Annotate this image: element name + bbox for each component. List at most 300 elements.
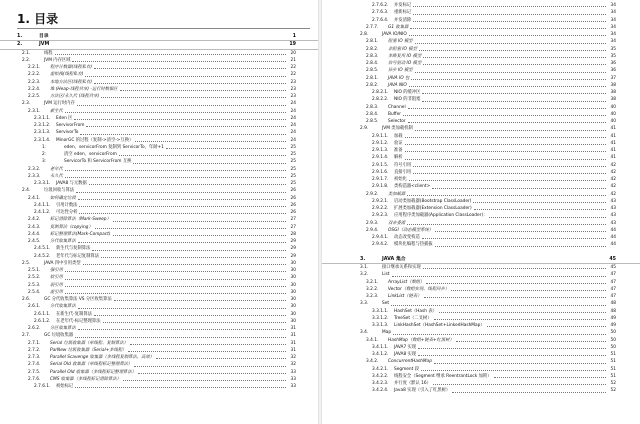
page-number: 24 [290, 137, 296, 143]
entry-title: 线程安全（Segment 继承 ReentrantLock 加锁） [394, 373, 492, 379]
entry-number: 2.9.4.1. [372, 235, 389, 240]
toc-entry[interactable] [0, 187, 320, 194]
entry-number: 2.4.5.2. [34, 253, 51, 259]
page-number: 51 [610, 373, 616, 379]
entry-title: ParNew 垃圾收集器（Serial+多线程） [50, 347, 127, 353]
toc-entry[interactable] [320, 241, 640, 248]
entry-title: 初始化 [394, 177, 407, 182]
toc-entry[interactable] [0, 296, 320, 303]
page-number: 34 [610, 24, 616, 30]
toc-entry[interactable] [0, 209, 320, 216]
toc-entry[interactable] [320, 387, 640, 394]
entry-number: 2.3.1.2. [34, 123, 51, 128]
page-number: 25 [290, 159, 296, 165]
dot-leader [65, 112, 286, 113]
entry-number: 2.8. [360, 32, 369, 37]
dot-leader [65, 170, 286, 171]
dot-leader [435, 231, 606, 232]
entry-number: 2.6.2. [28, 326, 41, 331]
entry-number: 3.2.1. [366, 279, 379, 285]
toc-entry[interactable] [0, 137, 320, 144]
toc-entry[interactable] [0, 303, 320, 310]
toc-entry[interactable] [320, 308, 640, 315]
toc-list-left [0, 33, 320, 390]
entry-number: 2.9.1.1. [372, 133, 389, 139]
toc-entry[interactable] [320, 344, 640, 351]
page-number: 24 [290, 108, 296, 114]
page-number: 41 [610, 155, 616, 161]
entry-number: 2.8.2. [366, 46, 379, 52]
dot-leader [413, 21, 606, 22]
page-number: 40 [610, 104, 616, 110]
entry-number: 2.5.4. [28, 289, 41, 295]
page-number: 48 [610, 308, 616, 314]
dot-leader [411, 79, 606, 80]
entry-number: 2.3.1.3. [34, 130, 51, 136]
toc-entry[interactable] [320, 17, 640, 24]
toc-entry[interactable] [0, 369, 320, 376]
entry-title: 模块化编程与热插拔 [394, 242, 433, 248]
entry-title: Set [382, 301, 390, 307]
entry-number: 3.4.1.2. [372, 352, 389, 357]
entry-number: 2.9.1.8. [372, 184, 389, 190]
page-number: 45 [610, 265, 616, 270]
toc-list-right [320, 2, 640, 395]
entry-title: JVM 运行时内存 [44, 101, 75, 107]
toc-entry[interactable] [320, 89, 640, 96]
toc-entry[interactable] [0, 274, 320, 281]
dot-leader [138, 373, 286, 374]
entry-title: 接口继承关系和实现 [382, 265, 421, 270]
toc-entry[interactable] [320, 220, 640, 227]
toc-entry[interactable] [0, 224, 320, 231]
entry-title: 可达性分析 [56, 210, 78, 215]
toc-entry[interactable] [0, 50, 320, 57]
dot-leader [405, 151, 606, 152]
entry-title: Segment 段 [394, 366, 419, 372]
toc-entry[interactable] [0, 122, 320, 129]
entry-title: 标记整理算法(Mark-Compact) [50, 231, 111, 237]
toc-entry[interactable] [320, 329, 640, 336]
toc-entry[interactable] [0, 238, 320, 245]
entry-number: 3.4.2.4. [372, 388, 389, 394]
toc-entry[interactable] [320, 183, 640, 190]
entry-number: 2.7.1. [28, 340, 41, 346]
entry-title: 线程 [44, 50, 53, 56]
page-number: 19 [289, 42, 296, 48]
dot-leader [393, 334, 606, 335]
entry-number: 2.4.5.1. [34, 246, 51, 252]
toc-entry[interactable] [320, 169, 640, 176]
dot-leader [78, 329, 286, 330]
dot-leader [133, 163, 286, 164]
page-number: 27 [290, 224, 296, 230]
entry-title: 弱引用 [50, 282, 63, 288]
dot-leader [494, 377, 607, 378]
toc-entry[interactable] [320, 31, 640, 38]
entry-title: GC 分代收集算法 VS 分区收集算法 [44, 297, 112, 302]
toc-entry[interactable] [320, 9, 640, 16]
toc-entry[interactable] [0, 289, 320, 296]
entry-title: 老年代 [50, 166, 63, 172]
toc-entry[interactable] [0, 216, 320, 223]
dot-leader [423, 57, 606, 58]
entry-title: 新生代与复制算法 [56, 246, 91, 252]
entry-title: GC 垃圾收集器 [44, 333, 74, 339]
entry-title: Serial Old 收集器（单线程标记整理算法） [50, 362, 133, 368]
toc-entry[interactable] [320, 176, 640, 183]
toc-entry[interactable] [320, 300, 640, 307]
toc-entry[interactable] [0, 361, 320, 368]
entry-number: 3.4.2. [366, 359, 379, 365]
dot-leader [103, 322, 286, 323]
page-number: 26 [290, 188, 296, 194]
toc-entry[interactable] [320, 104, 640, 111]
page-number: 47 [610, 272, 616, 278]
entry-title: Parallel Scavenge 收集器（多线程复制算法、高效） [50, 355, 155, 360]
toc-entry[interactable] [320, 67, 640, 74]
toc-entry[interactable] [0, 180, 320, 187]
entry-number: 2.3.1.4. [34, 137, 51, 143]
dot-leader [473, 202, 606, 203]
toc-entry[interactable] [320, 118, 640, 125]
entry-number: 2.6.1.1. [34, 311, 51, 317]
toc-entry[interactable] [320, 53, 640, 60]
page-number: 25 [290, 166, 296, 172]
toc-spacer [320, 249, 640, 256]
entry-title: 堆 (Heap-线程共享) -运行时数据区 [50, 86, 118, 92]
page-number: 49 [610, 323, 616, 328]
entry-title: HashSet（Hash 表） [394, 308, 437, 314]
toc-entry[interactable] [320, 154, 640, 161]
toc-entry[interactable] [0, 376, 320, 383]
dot-leader [78, 242, 286, 243]
dot-leader [415, 72, 606, 73]
entry-number: 2.9.1.2. [372, 140, 389, 146]
page-number: 30 [290, 289, 296, 295]
toc-entry[interactable] [0, 318, 320, 325]
toc-entry[interactable] [320, 380, 640, 387]
entry-number: 2.4.3. [28, 224, 41, 230]
page-number: 31 [290, 340, 296, 346]
dot-leader [135, 141, 286, 142]
dot-leader [423, 268, 606, 269]
toc-entry[interactable] [0, 79, 320, 86]
entry-title: JAVA7 实现 [394, 344, 417, 350]
toc-entry[interactable] [0, 158, 320, 165]
page-number: 25 [290, 144, 296, 150]
toc-entry[interactable] [320, 38, 640, 45]
dot-leader [415, 130, 606, 131]
dot-leader [413, 173, 606, 174]
entry-number: 3.4. [360, 330, 369, 336]
dot-leader [435, 246, 606, 247]
entry-title: 标记清除算法（Mark-Sweep） [50, 217, 111, 223]
entry-number: 2.8.4. [366, 61, 379, 66]
entry-number: 2.8.3. [366, 104, 379, 110]
toc-entry[interactable] [320, 286, 640, 293]
entry-title: LinkHashSet（HashSet+LinkedHashMap） [394, 323, 485, 328]
toc-entry[interactable] [320, 256, 640, 264]
entry-title: Map [382, 330, 392, 336]
entry-title: Selector [388, 119, 406, 124]
entry-number: 2.8.3. [366, 53, 379, 59]
toc-entry[interactable] [320, 75, 640, 82]
toc-entry[interactable] [320, 111, 640, 118]
page-number: 23 [290, 94, 296, 99]
page-number: 26 [290, 202, 296, 208]
toc-entry[interactable] [320, 212, 640, 219]
dot-leader [75, 387, 286, 388]
toc-entry[interactable] [320, 198, 640, 205]
page-number: 37 [610, 75, 616, 81]
dot-leader [451, 290, 606, 291]
entry-number: 2.8.5. [366, 119, 379, 124]
toc-entry[interactable] [320, 227, 640, 234]
dot-leader [72, 61, 286, 62]
entry-number: 2.2. [22, 57, 31, 63]
dot-leader [94, 68, 286, 69]
dot-leader [415, 43, 606, 44]
entry-title: 扩展类加载器(Extension ClassLoader) [394, 206, 472, 211]
entry-number: 2.5.2. [28, 275, 41, 281]
dot-leader [474, 209, 606, 210]
entry-number: 2.4.1.1. [34, 202, 51, 208]
toc-entry[interactable] [320, 315, 640, 322]
toc-entry[interactable] [320, 191, 640, 198]
dot-leader [78, 199, 286, 200]
toc-entry[interactable] [320, 82, 640, 89]
entry-title: 阻塞 IO 模型 [388, 39, 413, 45]
entry-title: 准备 [394, 148, 403, 153]
toc-entry[interactable] [0, 151, 320, 158]
entry-number: 2.9.1.7. [372, 177, 389, 182]
toc-entry[interactable] [320, 264, 640, 271]
entry-number: 2.3.1. [28, 108, 41, 114]
dot-leader [156, 358, 286, 359]
dot-leader [79, 206, 286, 207]
dot-leader [123, 380, 286, 381]
entry-number: 2.4.1. [28, 195, 41, 201]
entry-title: 并行度（默认 16） [394, 381, 431, 386]
entry-number: 2.9. [360, 126, 369, 132]
toc-entry[interactable] [320, 322, 640, 329]
toc-entry[interactable] [0, 64, 320, 71]
entry-number: 2.5.3. [28, 282, 41, 288]
toc-entry[interactable] [0, 347, 320, 354]
entry-title: Parallel Old 收集器（多线程标记整理算法） [50, 369, 137, 375]
toc-entry[interactable] [320, 147, 640, 154]
page-number: 30 [290, 260, 296, 266]
dot-leader [407, 195, 606, 196]
dot-leader [113, 221, 286, 222]
toc-entry[interactable] [320, 2, 640, 9]
entry-title: 老年代与标记复制算法 [56, 253, 99, 259]
toc-entry[interactable] [0, 195, 320, 202]
toc-entry[interactable] [320, 205, 640, 212]
toc-entry[interactable] [0, 282, 320, 289]
toc-entry[interactable] [0, 93, 320, 100]
page-number: 38 [610, 90, 616, 95]
dot-leader [409, 180, 606, 181]
page-number: 50 [610, 330, 616, 336]
entry-number: 3.4.1. [366, 337, 379, 343]
dot-leader [405, 137, 606, 138]
dot-leader [405, 159, 606, 160]
entry-number: 2.9.1.6. [372, 169, 389, 175]
toc-entry[interactable] [0, 325, 320, 332]
toc-entry[interactable] [320, 234, 640, 241]
toc-entry[interactable] [320, 293, 640, 300]
entry-title: 直接引用 [394, 169, 412, 175]
entry-title: 复制算法（copying） [50, 224, 93, 230]
entry-title: 分区收集算法 [50, 326, 76, 331]
page-number: 42 [610, 184, 616, 190]
entry-number: 2.9.4.2. [372, 242, 389, 248]
entry-number: 2.7.7. [366, 24, 379, 30]
toc-entry[interactable] [0, 332, 320, 339]
entry-title: 程序计数器(线程私有) [50, 65, 93, 70]
toc-entry[interactable] [0, 231, 320, 238]
entry-title: HashMap（数组+链表+红黑树） [388, 337, 454, 343]
dot-leader [101, 257, 286, 258]
toc-entry[interactable] [320, 140, 640, 147]
toc-entry[interactable] [0, 260, 320, 267]
page-number: 47 [610, 279, 616, 285]
page-number: 36 [610, 61, 616, 66]
page-number: 24 [290, 130, 296, 136]
page-number: 34 [610, 10, 616, 16]
page-number: 20 [290, 50, 296, 56]
toc-entry[interactable] [0, 173, 320, 180]
entry-title: 应用程序类加载器(Application ClassLoader)： [394, 213, 488, 219]
toc-entry[interactable] [320, 46, 640, 53]
entry-title: 双亲委派 [388, 220, 406, 226]
dot-leader [78, 308, 286, 309]
page-number: 42 [610, 177, 616, 182]
entry-number: 3.3.1.1. [372, 308, 389, 314]
page-number: 30 [290, 275, 296, 281]
toc-entry[interactable] [0, 57, 320, 64]
toc-entry[interactable] [320, 60, 640, 67]
toc-entry[interactable] [0, 71, 320, 78]
page-number: 41 [610, 148, 616, 153]
page-number: 42 [610, 162, 616, 168]
dot-leader [77, 105, 286, 106]
entry-number: 3.4.2.1. [372, 366, 389, 372]
entry-title: 垃圾回收与算法 [44, 188, 75, 194]
entry-number: 2.8.2.1. [372, 90, 389, 95]
toc-entry[interactable] [320, 351, 640, 358]
toc-entry[interactable] [320, 366, 640, 373]
entry-title: 验证 [394, 140, 403, 146]
dot-leader [419, 50, 606, 51]
page-number: 41 [610, 126, 616, 132]
page-number: 48 [610, 301, 616, 307]
dot-leader [422, 238, 606, 239]
entry-title: CMS 收集器（多线程标记清除算法） [50, 376, 121, 382]
toc-entry[interactable] [0, 253, 320, 260]
dot-leader [489, 217, 606, 218]
page-number: 31 [290, 347, 296, 353]
entry-number: 2.8.1. [366, 75, 379, 81]
toc-entry[interactable] [320, 373, 640, 380]
dot-leader [432, 188, 606, 189]
dot-leader [65, 271, 286, 272]
dot-leader [421, 370, 606, 371]
entry-title: 本地方法区(线程私有) [50, 79, 93, 85]
entry-number: 2.6.1.2. [34, 318, 51, 324]
page-number: 30 [290, 268, 296, 273]
toc-entry[interactable] [0, 33, 320, 41]
entry-title: List [382, 272, 390, 278]
toc-entry[interactable] [0, 108, 320, 115]
toc-entry[interactable] [320, 271, 640, 278]
toc-entry[interactable] [0, 144, 320, 151]
entry-title: 方法区/永久代 (线程共享) [50, 94, 100, 99]
toc-entry[interactable] [320, 24, 640, 31]
entry-title: 解析 [394, 155, 403, 161]
entry-title: JAVA 四中引用类型 [44, 260, 81, 266]
dot-leader [424, 297, 607, 298]
entry-number: 2.8.2.2. [372, 97, 389, 103]
page-number: 45 [609, 256, 616, 262]
page-number: 36 [610, 68, 616, 74]
page-number: 24 [290, 115, 296, 121]
toc-entry[interactable] [320, 162, 640, 169]
toc-entry[interactable] [0, 340, 320, 347]
entry-number: 2.5. [22, 260, 31, 266]
entry-number: 2.7.5. [28, 369, 41, 375]
entry-title: 虚拟栈(线程私有) [50, 72, 84, 78]
entry-number: 2.3. [22, 101, 31, 107]
toc-entry[interactable] [320, 125, 640, 132]
toc-entry[interactable] [320, 337, 640, 344]
toc-entry[interactable] [320, 358, 640, 365]
toc-entry[interactable] [320, 133, 640, 140]
page-number: 50 [610, 337, 616, 343]
page-number: 29 [290, 253, 296, 259]
toc-entry[interactable] [0, 115, 320, 122]
toc-entry[interactable] [0, 267, 320, 274]
entry-title: 虚引用 [50, 289, 63, 295]
entry-number: 3： [42, 159, 50, 165]
toc-entry[interactable] [320, 96, 640, 103]
toc-entry[interactable] [0, 41, 320, 49]
dot-leader [85, 76, 286, 77]
toc-entry[interactable] [0, 354, 320, 361]
toc-entry[interactable] [0, 129, 320, 136]
toc-entry[interactable] [0, 100, 320, 107]
toc-entry[interactable] [0, 245, 320, 252]
entry-number: 2.9.1.5. [372, 162, 389, 168]
entry-title: 初始标记 [56, 384, 74, 389]
page-number: 31 [290, 326, 296, 331]
page-number: 25 [290, 181, 296, 186]
toc-entry[interactable] [320, 279, 640, 286]
dot-leader [418, 355, 606, 356]
page-number: 51 [610, 366, 616, 372]
toc-entry[interactable] [0, 166, 320, 173]
toc-entry[interactable] [0, 202, 320, 209]
toc-entry[interactable] [0, 86, 320, 93]
entry-title: ConcurrentHashMap [388, 359, 432, 365]
page-number: 51 [610, 352, 616, 357]
toc-entry[interactable] [0, 383, 320, 390]
dot-leader [408, 122, 606, 123]
page-number: 24 [290, 123, 296, 128]
toc-entry[interactable] [0, 311, 320, 318]
